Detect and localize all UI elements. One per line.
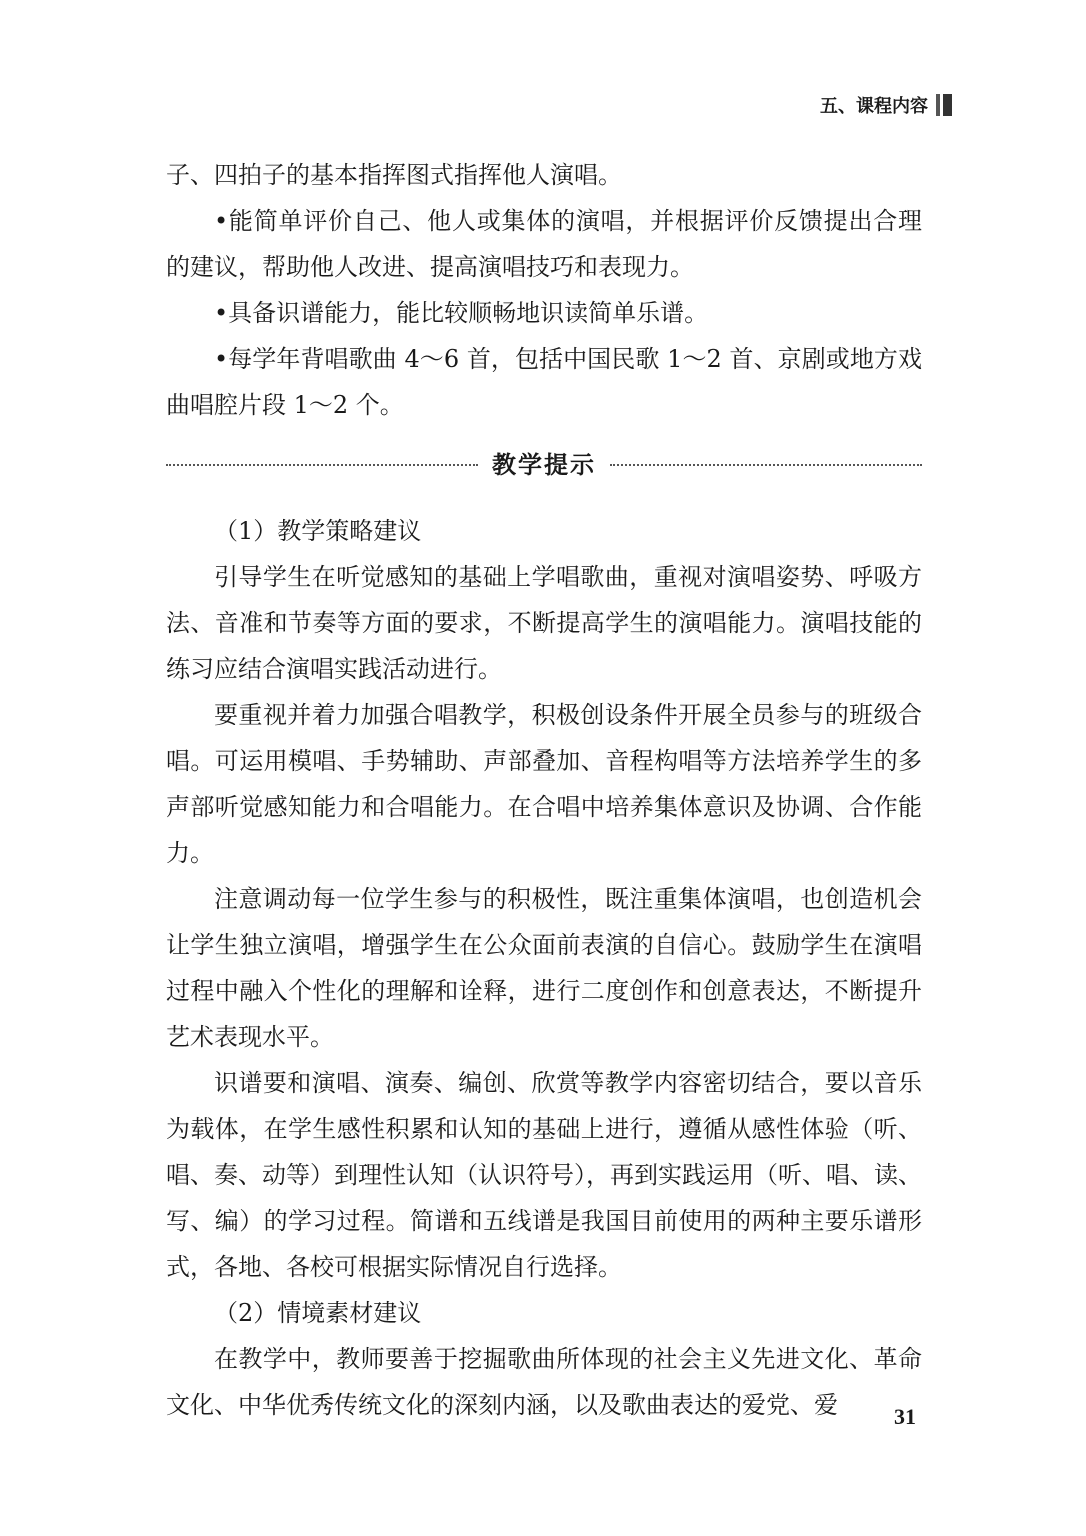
paragraph: 要重视并着力加强合唱教学，积极创设条件开展全员参与的班级合唱。可运用模唱、手势辅助、声部叠加、音程构唱等方法培养学生的多声部听觉感知能力和合唱能力。在合唱中培养集体意识及协调、合作能力。 [166, 701, 922, 867]
paragraph: 引导学生在听觉感知的基础上学唱歌曲，重视对演唱姿势、呼吸方法、音准和节奏等方面的要求，不断提高学生的演唱能力。演唱技能的练习应结合演唱实践活动进行。 [166, 563, 922, 683]
subsection-heading: （2）情境素材建议 [214, 1299, 422, 1327]
section-title: 教学提示 [492, 451, 596, 479]
bullet-paragraph: •具备识谱能力，能比较顺畅地识读简单乐谱。 [214, 299, 709, 327]
running-head-bars-icon [936, 94, 952, 116]
running-head-bar-thin-icon [936, 94, 940, 116]
page-body [166, 152, 922, 1428]
bullet-paragraph: •能简单评价自己、他人或集体的演唱，并根据评价反馈提出合理的建议，帮助他人改进、提高演唱技巧和表现力。 [166, 207, 922, 281]
running-head-title: 五、课程内容 [820, 96, 928, 117]
running-head-bar-thick-icon [943, 94, 952, 116]
subsection-heading: （1）教学策略建议 [214, 517, 422, 545]
bullet-paragraph: •每学年背唱歌曲 4～6 首，包括中国民歌 1～2 首、京剧或地方戏曲唱腔片段 1～2 个。 [166, 345, 922, 419]
paragraph: 在教学中，教师要善于挖掘歌曲所体现的社会主义先进文化、革命文化、中华优秀传统文化的深刻内涵，以及歌曲表达的爱党、爱 [166, 1345, 922, 1419]
divider-dots-left [166, 464, 478, 466]
divider-dots-right [610, 464, 922, 466]
page-number: 31 [894, 1404, 916, 1429]
paragraph: 识谱要和演唱、演奏、编创、欣赏等教学内容密切结合，要以音乐为载体，在学生感性积累和认知的基础上进行，遵循从感性体验（听、唱、奏、动等）到理性认知（认识符号），再到实践运用（听、唱、读、写、编）的学习过程。简谱和五线谱是我国目前使用的两种主要乐谱形式，各地、各校可根据实际情况自行选择。 [166, 1069, 922, 1281]
section-divider [166, 442, 922, 488]
paragraph: 注意调动每一位学生参与的积极性，既注重集体演唱，也创造机会让学生独立演唱，增强学生在公众面前表演的自信心。鼓励学生在演唱过程中融入个性化的理解和诠释，进行二度创作和创意表达，不断提升艺术表现水平。 [166, 885, 922, 1051]
running-head [820, 92, 952, 118]
paragraph: 子、四拍子的基本指挥图式指挥他人演唱。 [166, 161, 622, 189]
